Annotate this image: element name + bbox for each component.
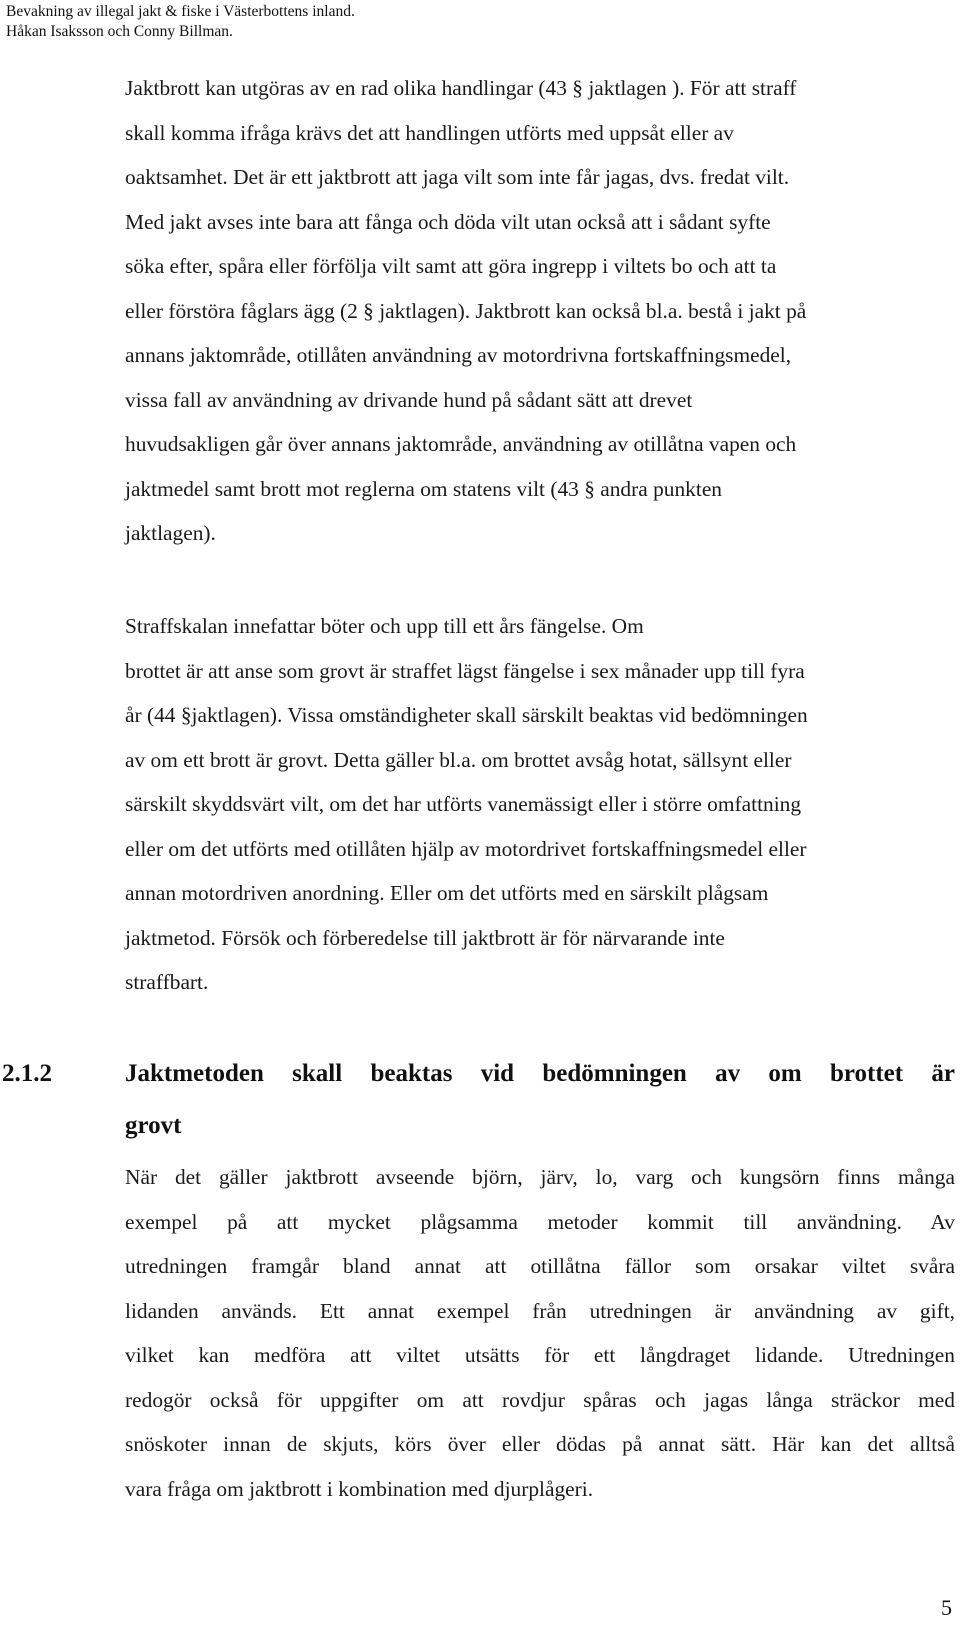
text-line: jaktmetod. Försök och förberedelse till jaktbrott är för närvarande inte xyxy=(125,925,725,950)
text-line: av om ett brott är grovt. Detta gäller bl.a. om brottet avsåg hotat, sällsynt eller xyxy=(125,747,792,772)
text-line: söka efter, spåra eller förfölja vilt samt att göra ingrepp i viltets bo och att ta xyxy=(125,254,777,278)
text-line: redogör också för uppgifter om att rovdjur spåras och jagas långa sträckor med xyxy=(125,1387,955,1412)
text-line: annans jaktområde, otillåten användning av motordrivna fortskaffningsmedel, xyxy=(125,343,792,367)
text-line: utredningen framgår bland annat att otillåtna fällor som orsakar viltet svåra xyxy=(125,1254,955,1278)
text-line: brottet är att anse som grovt är straffet lägst fängelse i sex månader upp till fyra xyxy=(125,658,805,683)
text-line: vilket kan medföra att viltet utsätts för ett långdraget lidande. Utredningen xyxy=(125,1343,955,1367)
section-title-line: Jaktmetoden skall beaktas vid bedömningen av om brottet är xyxy=(125,1060,955,1087)
header-title: Bevakning av illegal jakt & fiske i Västerbottens inland. xyxy=(6,3,355,20)
text-line: jaktlagen). xyxy=(125,521,216,545)
section-title-line: grovt xyxy=(125,1112,182,1139)
text-line: särskilt skyddsvärt vilt, om det har utförts vanemässigt eller i större omfattning xyxy=(125,792,802,816)
text-line: annan motordriven anordning. Eller om det utförts med en särskilt plågsam xyxy=(125,881,769,905)
text-line: Jaktbrott kan utgöras av en rad olika handlingar (43 § jaktlagen ). För att straff xyxy=(125,76,797,100)
text-line: vissa fall av användning av drivande hund på sådant sätt att drevet xyxy=(125,387,693,412)
text-line: Straffskalan innefattar böter och upp till ett års fängelse. Om xyxy=(125,614,644,638)
section-number: 2.1.2 xyxy=(2,1060,52,1087)
text-line: snöskoter innan de skjuts, körs över eller dödas på annat sätt. Här kan det alltså xyxy=(125,1432,955,1456)
running-header xyxy=(6,2,355,42)
text-line: eller förstöra fåglars ägg (2 § jaktlagen). Jaktbrott kan också bl.a. bestå i jakt på xyxy=(125,298,807,323)
text-line: skall komma ifråga krävs det att handlingen utförts med uppsåt eller av xyxy=(125,120,734,145)
paragraph-jaktmetoder xyxy=(125,1155,955,1511)
text-line: Med jakt avses inte bara att fånga och döda vilt utan också att i sådant syfte xyxy=(125,209,771,234)
section-heading xyxy=(0,1048,955,1158)
text-line: straffbart. xyxy=(125,970,209,994)
paragraph-straffskala xyxy=(125,604,955,1005)
paragraph-jaktbrott xyxy=(125,66,955,556)
text-line: år (44 §jaktlagen). Vissa omständigheter skall särskilt beaktas vid bedömningen xyxy=(125,703,808,727)
page-number: 5 xyxy=(941,1595,952,1620)
text-line: huvudsakligen går över annans jaktområde, användning av otillåtna vapen och xyxy=(125,432,797,456)
header-authors: Håkan Isaksson och Conny Billman. xyxy=(6,23,233,40)
text-line: eller om det utförts med otillåten hjälp av motordrivet fortskaffningsmedel eller xyxy=(125,836,807,861)
text-line: När det gäller jaktbrott avseende björn, järv, lo, varg och kungsörn finns många xyxy=(125,1165,955,1189)
section-title xyxy=(125,1048,955,1152)
text-line: vara fråga om jaktbrott i kombination med djurplågeri. xyxy=(125,1476,594,1501)
text-line: jaktmedel samt brott mot reglerna om statens vilt (43 § andra punkten xyxy=(125,476,723,501)
text-line: exempel på att mycket plågsamma metoder kommit till användning. Av xyxy=(125,1209,955,1234)
text-line: lidanden används. Ett annat exempel från utredningen är användning av gift, xyxy=(125,1298,955,1323)
text-line: oaktsamhet. Det är ett jaktbrott att jaga vilt som inte får jagas, dvs. fredat vilt. xyxy=(125,165,790,189)
